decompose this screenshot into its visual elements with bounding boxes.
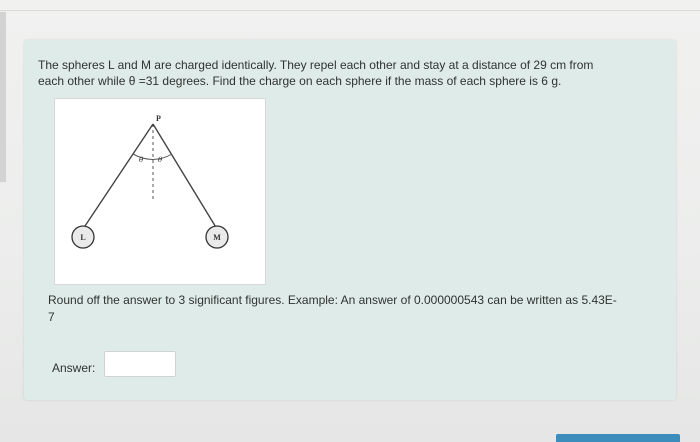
pivot-label: P	[156, 114, 161, 123]
answer-input[interactable]	[104, 351, 176, 377]
answer-label: Answer:	[52, 361, 96, 375]
question-panel	[24, 40, 676, 400]
theta-left-label: θ	[139, 156, 144, 164]
left-edge-strip	[0, 12, 6, 182]
top-divider	[0, 10, 700, 11]
rounding-instructions	[48, 292, 658, 326]
pendulum-figure	[54, 98, 266, 285]
string-left	[83, 124, 153, 229]
sphere-m-label: M	[213, 233, 221, 242]
instructions-line-2: 7	[48, 310, 55, 324]
sphere-l-label: L	[80, 233, 86, 242]
string-right	[153, 124, 217, 229]
question-text	[38, 57, 660, 89]
question-line-2: each other while θ =31 degrees. Find the charge on each sphere if the mass of each sphere is 6 g.	[38, 74, 562, 88]
instructions-line-1: Round off the answer to 3 significant figures. Example: An answer of 0.000000543 can be written as 5.43E-	[48, 293, 617, 307]
submit-button[interactable]	[556, 434, 680, 442]
theta-right-label: θ	[158, 156, 163, 164]
pendulum-diagram	[55, 99, 265, 284]
question-line-1: The spheres L and M are charged identically. They repel each other and stay at a distance of 29 cm from	[38, 58, 594, 72]
